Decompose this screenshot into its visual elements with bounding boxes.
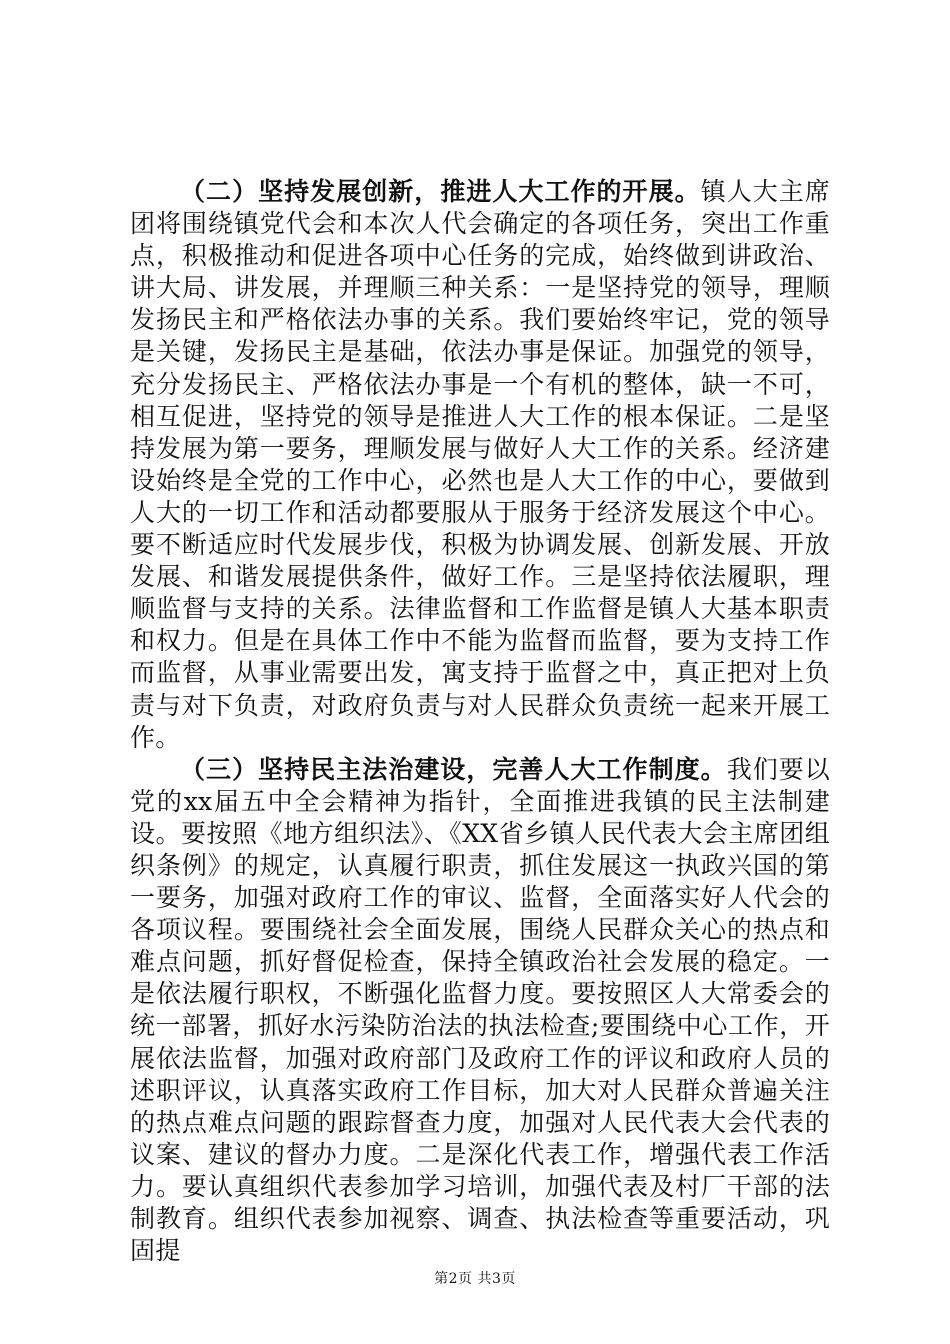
page-footer: 第2页 共3页 [434,1271,516,1287]
paragraph-text-3: 我们要以党的xx届五中全会精神为指针，全面推进我镇的民主法制建设。要按照《地方组织法》、《XX省乡镇人民代表大会主席团组织条例》的规定，认真履行职责，抓住发展这一执政兴国的第一要务，加强对政府工作的审议、监督，全面落实好人代会的各项议程。要围绕社会全面发展，围绕人民群众关心的热点和难点问题，抓好督促检查，保持全镇政治社会发展的稳定。一是依法履行职权，不断强化监督力度。要按照区人大常委会的统一部署，抓好水污染防治法的执法检查;要围绕中心工作，开展依法监督，加强对政府部门及政府工作的评议和政府人员的述职评议，认真落实政府工作目标，加大对人民群众普遍关注的热点难点问题的跟踪督查力度，加强对人民代表大会代表的议案、建议的督办力度。二是深化代表工作，增强代表工作活力。要认真组织代表参加学习培训，加强代表及村厂干部的法制教育。组织代表参加视察、调查、执法检查等重要活动，巩固提 [130,754,831,1266]
section-heading-2: （二）坚持发展创新，推进人大工作的开展。 [180,177,701,206]
paragraph-text-2: 镇人大主席团将围绕镇党代会和本次人代会确定的各项任务，突出工作重点，积极推动和促进各项中心任务的完成，始终做到讲政治、讲大局、讲发展，并理顺三种关系：一是坚持党的领导，理顺发扬民主和严格依法办事的关系。我们要始终牢记，党的领导是关键，发扬民主是基础，依法办事是保证。加强党的领导，充分发扬民主、严格依法办事是一个有机的整体，缺一不可，相互促进，坚持党的领导是推进人大工作的根本保证。二是坚持发展为第一要务，理顺发展与做好人大工作的关系。经济建设始终是全党的工作中心，必然也是人大工作的中心，要做到人大的一切工作和活动都要服从于服务于经济发展这个中心。要不断适应时代发展步伐，积极为协调发展、创新发展、开放发展、和谐发展提供条件，做好工作。三是坚持依法履职，理顺监督与支持的关系。法律监督和工作监督是镇人大基本职责和权力。但是在具体工作中不能为监督而监督，要为支持工作而监督，从事业需要出发，寓支持于监督之中，真正把对上负责与对下负责，对政府负责与对人民群众负责统一起来开展工作。 [130,177,830,752]
section-heading-3: （三）坚持民主法治建设，完善人大工作制度。 [180,754,727,784]
paragraph-section-3 [130,754,830,1268]
document-body [130,176,830,1267]
paragraph-section-2 [130,176,830,754]
